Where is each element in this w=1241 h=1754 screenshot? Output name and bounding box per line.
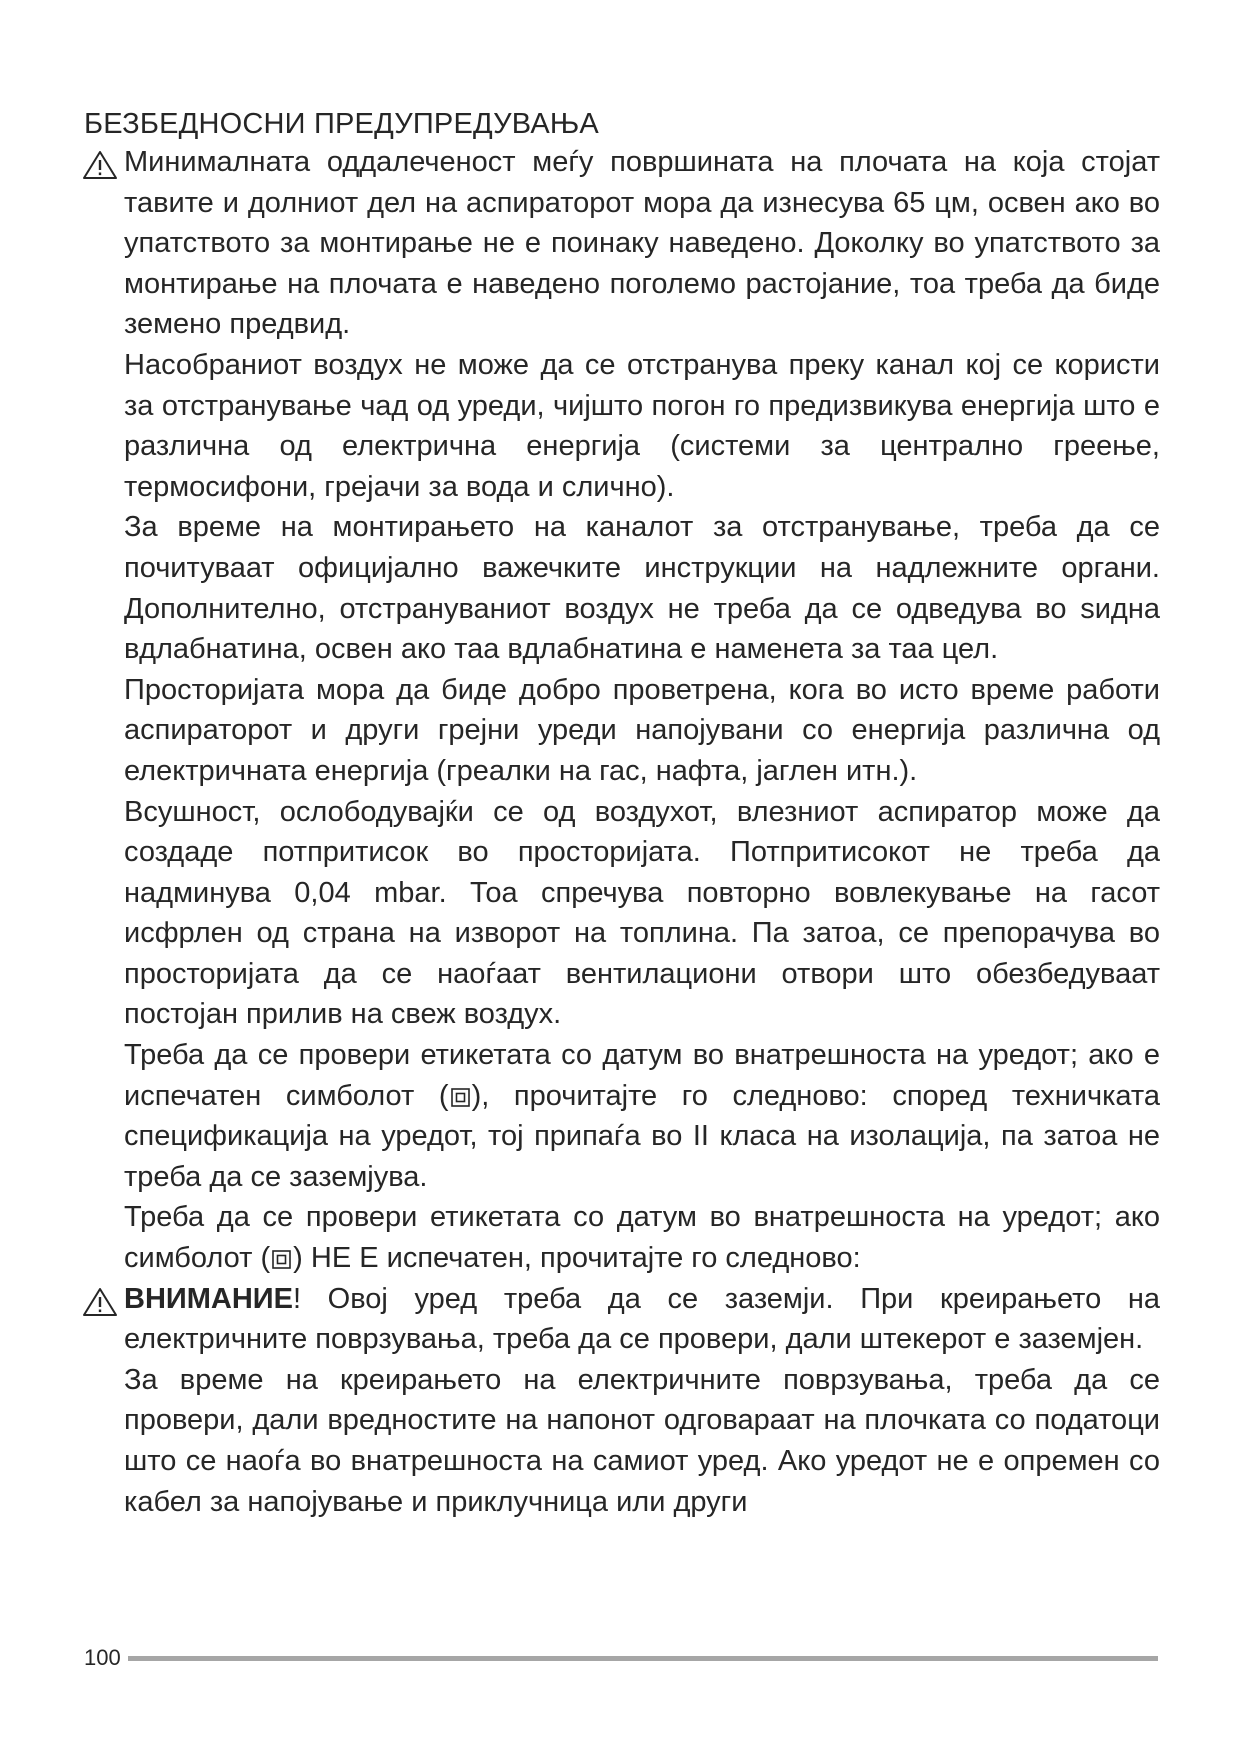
paragraph-voltage-check [124,1360,1160,1522]
paragraph-min-distance [124,142,1160,345]
paragraph-text: ), прочитајте го следново: според техничката спецификација на уредот, тој припаѓа во II класа на изолација, па затоа не треба да се заземјува. [124,1079,1160,1193]
paragraph-text: Всушност, ослободувајќи се од воздухот, влезниот аспиратор може да создаде потпритисок во просторијата. Потпритисокот не треба да надминува 0,04 mbar. Тоа спречува повторно вовлекување на гасот исфрлен од страна на изворот на топлина. Па затоа, се препорачува во просторијата да се наоѓаат вентилациони отвори што обезбедуваат постојан прилив на свеж воздух. [124,795,1160,1031]
footer-divider [128,1656,1158,1661]
paragraph-grounding-warning [124,1279,1160,1360]
paragraph-text: Треба да се провери етикетата со датум во внатрешноста на уредот; ако е испечатен симболот ( [124,1039,1160,1112]
paragraph-installation-rules [124,507,1160,669]
paragraph-text: ! Овој уред треба да се заземји. При креирањето на електричните поврзувања, треба да се провери, дали штекерот е заземјен. [124,1282,1160,1356]
paragraph-class-ii-symbol [124,1035,1160,1197]
paragraph-ventilation [124,670,1160,792]
paragraph-text: За време на креирањето на електричните поврзувања, треба да се провери, дали вредностите на напонот одговараат на плочката со податоци што се наоѓа во внатрешноста на самиот уред. Ако уредот не е опремен со кабел за напојување и приклучница или други [124,1363,1160,1518]
paragraph-underpressure [124,792,1160,1036]
warning-icon [82,1287,118,1317]
paragraph-text: Минималната оддалеченост меѓу површината на плочата на која стојат тавите и долниот дел на аспираторот мора да изнесува 65 цм, освен ако во упатството за монтирање не е поинаку наведено. Доколку во упатството за монтирање на плочата е наведено поголемо растојание, тоа треба да биде земено предвид. [124,146,1160,341]
class-ii-insulation-icon [272,1250,291,1269]
class-ii-insulation-icon [451,1088,470,1107]
paragraph-text: Просторијата мора да биде добро проветрена, кога во исто време работи аспираторот и други грејни уреди напојувани со енергија различна од електричната енергија (греалки на гас, нафта, јаглен итн.). [124,673,1160,787]
page-title: БЕЗБЕДНОСНИ ПРЕДУПРЕДУВАЊА [84,108,599,140]
page-number: 100 [84,1645,121,1670]
paragraph-text: Треба да се провери етикетата со датум во внатрешноста на уредот; ако симболот ( [124,1201,1160,1275]
paragraph-text: За време на монтирањето на каналот за отстранување, треба да се почитуваат официјално важечките инструкции на надлежните органи. Дополнително, отстрануваниот воздух не треба да се одведува во ѕидна вдлабнатина, освен ако таа вдлабнатина е наменета за таа цел. [124,511,1160,666]
page-body [124,142,1160,1522]
warning-label: ВНИМАНИЕ [124,1282,293,1315]
paragraph-exhaust-duct [124,345,1160,507]
warning-icon [82,150,118,180]
paragraph-text: Насобраниот воздух не може да се отстранува преку канал кој се користи за отстранување чад од уреди, чијшто погон го предизвикува енергија што е различна од електрична енергија (системи за централно греење, термосифони, грејачи за вода и слично). [124,348,1160,503]
paragraph-text: ) НЕ Е испечатен, прочитајте го следново: [293,1242,861,1275]
paragraph-no-symbol [124,1197,1160,1278]
